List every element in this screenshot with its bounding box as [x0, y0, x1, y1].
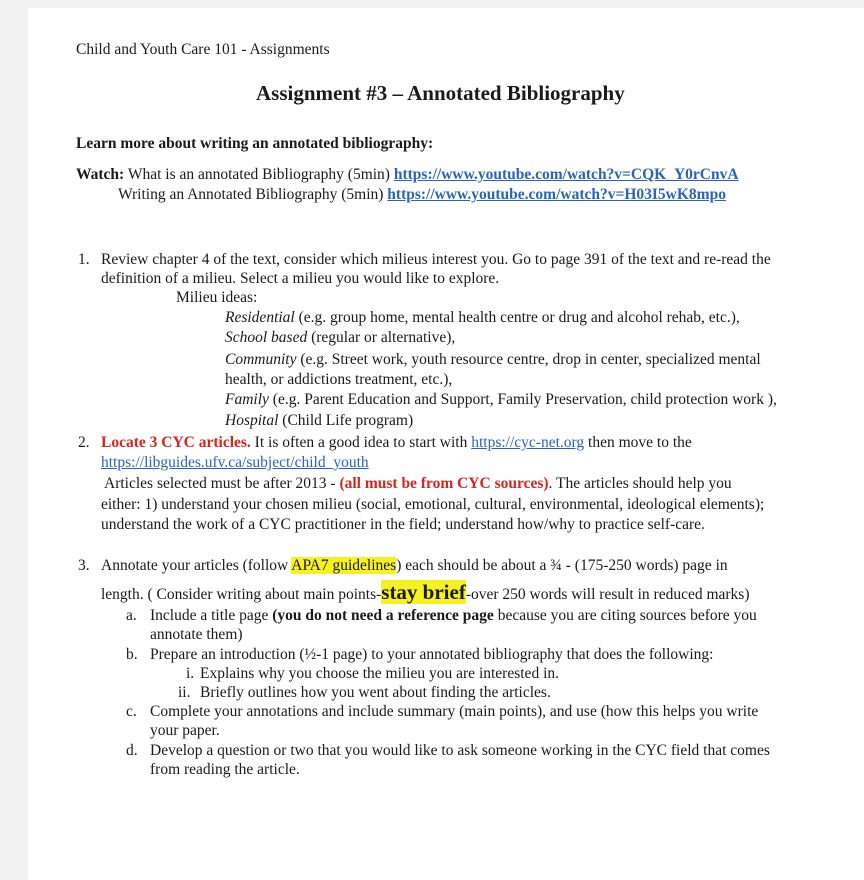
- sub-i-label: i.: [186, 665, 195, 682]
- sub-i-text: Explains why you choose the milieu you are interested in.: [200, 665, 559, 682]
- milieu-family-name: Family: [225, 391, 269, 408]
- video-2-link[interactable]: https://www.youtube.com/watch?v=H03I5wK8mpo: [387, 186, 726, 203]
- milieu-community-name: Community: [225, 351, 297, 368]
- milieu-family: [225, 390, 777, 409]
- sub-d-line-2: from reading the article.: [150, 761, 300, 778]
- milieu-community-cont: health, or addictions treatment, etc.),: [225, 371, 453, 388]
- item-3-number: 3.: [78, 557, 90, 574]
- item-3-text-4: -over 250 words will result in reduced marks): [465, 586, 750, 603]
- sub-a-label: a.: [126, 607, 137, 624]
- item-1-number: 1.: [78, 251, 90, 268]
- milieu-residential-desc: (e.g. group home, mental health centre or drug and alcohol rehab, etc.),: [294, 309, 740, 326]
- sub-ii-label: ii.: [178, 684, 191, 701]
- sub-c-label: c.: [126, 703, 137, 720]
- watch-label: Watch:: [76, 166, 125, 183]
- item-2-cyc-sources: (all must be from CYC sources): [339, 475, 549, 492]
- page-title: Assignment #3 – Annotated Bibliography: [256, 81, 625, 105]
- milieu-community-desc: (e.g. Street work, youth resource centre, drop in center, specialized mental: [296, 351, 761, 368]
- item-3-line-1: [101, 556, 728, 575]
- item-2-help-text: . The articles should help you: [548, 475, 732, 492]
- sub-a-line-2: annotate them): [150, 626, 243, 643]
- stay-brief-highlight: stay brief: [381, 580, 466, 604]
- item-3-text-2: ) each should be about a ¾ - (175-250 words) page in: [396, 557, 728, 574]
- item-2-heading: Locate 3 CYC articles.: [101, 434, 251, 451]
- item-2-articles-text: Articles selected must be after 2013 -: [104, 475, 340, 492]
- item-2-line-1: [101, 433, 692, 452]
- milieu-hospital-desc: (Child Life program): [278, 412, 414, 429]
- sub-a-text: Include a title page: [150, 607, 273, 624]
- item-2-line-2: [101, 453, 369, 472]
- sub-a-text-2: because you are citing sources before you: [493, 607, 757, 624]
- milieu-hospital: [225, 411, 413, 430]
- document-page: [28, 8, 864, 880]
- item-3-text-1: Annotate your articles (follow: [101, 557, 292, 574]
- libguides-link[interactable]: https://libguides.ufv.ca/subject/child_youth: [101, 454, 369, 471]
- sub-b-line-1: Prepare an introduction (½-1 page) to your annotated bibliography that does the following:: [150, 646, 714, 663]
- item-2-line-5: understand the work of a CYC practitioner in the field; understand how/why to practice self-care.: [101, 516, 705, 533]
- learn-heading: Learn more about writing an annotated bibliography:: [76, 135, 434, 152]
- milieu-hospital-name: Hospital: [225, 412, 279, 429]
- watch-line-1: [76, 165, 739, 184]
- milieu-community: [225, 350, 761, 369]
- item-2-text-2: then move to the: [584, 434, 692, 451]
- milieu-residential: [225, 308, 740, 327]
- milieu-residential-name: Residential: [225, 309, 295, 326]
- document-header: Child and Youth Care 101 - Assignments: [76, 41, 330, 58]
- sub-a-bold: (you do not need a reference page: [272, 607, 494, 624]
- apa7-highlight: APA7 guidelines: [291, 557, 397, 574]
- video-2-title: Writing an Annotated Bibliography (5min): [118, 186, 384, 203]
- video-1-title: What is an annotated Bibliography (5min): [127, 166, 390, 183]
- sub-d-line-1: Develop a question or two that you would like to ask someone working in the CYC field that comes: [150, 742, 770, 759]
- item-1-line-2: definition of a milieu. Select a milieu you would like to explore.: [101, 270, 500, 287]
- item-2-number: 2.: [78, 434, 90, 451]
- item-1-line-1: Review chapter 4 of the text, consider which milieus interest you. Go to page 391 of the text and re-read the: [101, 251, 771, 268]
- sub-b-label: b.: [126, 646, 138, 663]
- milieu-school-name: School based: [225, 329, 308, 346]
- watch-line-2: [118, 185, 726, 204]
- cyc-net-link[interactable]: https://cyc-net.org: [471, 434, 585, 451]
- sub-ii-text: Briefly outlines how you went about finding the articles.: [200, 684, 551, 701]
- sub-d-label: d.: [126, 742, 138, 759]
- item-3-line-2: [101, 580, 750, 607]
- milieu-school-desc: (regular or alternative),: [307, 329, 456, 346]
- item-2-line-4: either: 1) understand your chosen milieu (social, emotional, cultural, environmental, ideological elements);: [101, 496, 765, 513]
- sub-c-line-1: Complete your annotations and include summary (main points), and use (how this helps you write: [150, 703, 759, 720]
- item-2-text-1: It is often a good idea to start with: [250, 434, 472, 451]
- milieu-family-desc: (e.g. Parent Education and Support, Family Preservation, child protection work ),: [268, 391, 777, 408]
- sub-a-line-1: [150, 606, 757, 625]
- item-3-text-3: length. ( Consider writing about main points-: [101, 586, 382, 603]
- item-2-line-3: [104, 474, 732, 493]
- video-1-link[interactable]: https://www.youtube.com/watch?v=CQK_Y0rCnvA: [393, 166, 739, 183]
- milieu-ideas-label: Milieu ideas:: [176, 289, 258, 306]
- sub-c-line-2: your paper.: [150, 722, 220, 739]
- milieu-school: [225, 328, 455, 347]
